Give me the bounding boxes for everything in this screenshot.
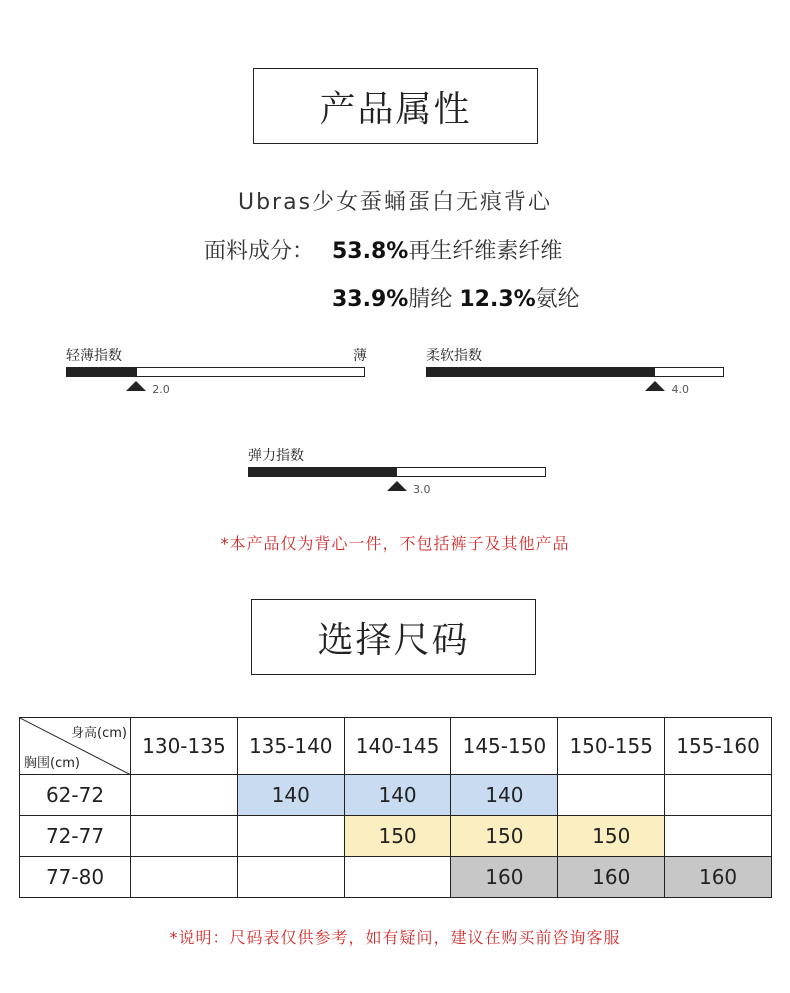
product-scope-note: *本产品仅为背心一件，不包括裤子及其他产品 xyxy=(220,534,570,553)
chest-row-label: 77-80 xyxy=(20,857,131,898)
composition-percent: 12.3% xyxy=(459,287,536,312)
size-cell: 160 xyxy=(665,857,772,898)
rating-bar xyxy=(426,367,724,377)
rating-elasticity xyxy=(248,445,546,500)
size-table-corner xyxy=(20,718,131,775)
section-title-size: 选择尺码 xyxy=(251,599,536,675)
rating-marker-icon xyxy=(645,381,665,391)
height-column-header: 150-155 xyxy=(558,718,665,775)
rating-softness xyxy=(426,345,724,400)
table-row xyxy=(20,816,772,857)
rating-label: 柔软指数 xyxy=(426,348,482,364)
rating-marker-icon xyxy=(387,481,407,491)
size-cell xyxy=(665,816,772,857)
rating-label: 轻薄指数 xyxy=(66,348,122,364)
size-cell xyxy=(344,857,451,898)
height-column-header: 130-135 xyxy=(131,718,238,775)
height-axis-label: 身高(cm) xyxy=(71,726,127,741)
size-cell xyxy=(558,775,665,816)
rating-thinness xyxy=(66,345,365,400)
height-column-header: 145-150 xyxy=(451,718,558,775)
size-disclaimer-note: *说明：尺码表仅供参考，如有疑问，建议在购买前咨询客服 xyxy=(169,928,621,947)
table-row xyxy=(20,775,772,816)
size-cell xyxy=(237,857,344,898)
size-cell: 160 xyxy=(558,857,665,898)
size-cell: 150 xyxy=(344,816,451,857)
composition-label: 面料成分： xyxy=(204,239,315,264)
chest-axis-label: 胸围(cm) xyxy=(24,756,80,771)
section-title-attributes: 产品属性 xyxy=(253,68,538,144)
size-table xyxy=(19,717,772,898)
height-column-header: 140-145 xyxy=(344,718,451,775)
size-table-header xyxy=(20,718,772,775)
rating-bar xyxy=(248,467,546,477)
height-column-header: 135-140 xyxy=(237,718,344,775)
rating-label: 弹力指数 xyxy=(248,448,304,464)
size-cell: 160 xyxy=(451,857,558,898)
composition-percent: 53.8% xyxy=(332,239,409,264)
composition-material: 氨纶 xyxy=(535,287,580,312)
rating-fill xyxy=(427,368,655,376)
height-column-header: 155-160 xyxy=(665,718,772,775)
size-cell xyxy=(131,816,238,857)
rating-fill xyxy=(249,468,397,476)
rating-value: 2.0 xyxy=(152,383,170,396)
rating-fill xyxy=(67,368,137,376)
size-cell xyxy=(131,857,238,898)
chest-row-label: 62-72 xyxy=(20,775,131,816)
rating-end-label: 薄 xyxy=(353,348,367,364)
size-cell: 140 xyxy=(344,775,451,816)
chest-row-label: 72-77 xyxy=(20,816,131,857)
composition-material: 再生纤维素纤维 xyxy=(408,239,563,264)
table-row xyxy=(20,857,772,898)
composition-material: 腈纶 xyxy=(408,287,453,312)
size-cell xyxy=(237,816,344,857)
composition-percent: 33.9% xyxy=(332,287,409,312)
rating-value: 4.0 xyxy=(671,383,689,396)
size-cell: 150 xyxy=(558,816,665,857)
product-name: Ubras少女蚕蛹蛋白无痕背心 xyxy=(237,190,553,215)
composition-line-2 xyxy=(332,282,580,313)
size-cell xyxy=(665,775,772,816)
rating-marker-icon xyxy=(126,381,146,391)
size-cell: 140 xyxy=(237,775,344,816)
size-cell xyxy=(131,775,238,816)
rating-value: 3.0 xyxy=(413,483,431,496)
rating-bar xyxy=(66,367,365,377)
size-cell: 150 xyxy=(451,816,558,857)
composition-line-1 xyxy=(332,234,562,265)
size-cell: 140 xyxy=(451,775,558,816)
